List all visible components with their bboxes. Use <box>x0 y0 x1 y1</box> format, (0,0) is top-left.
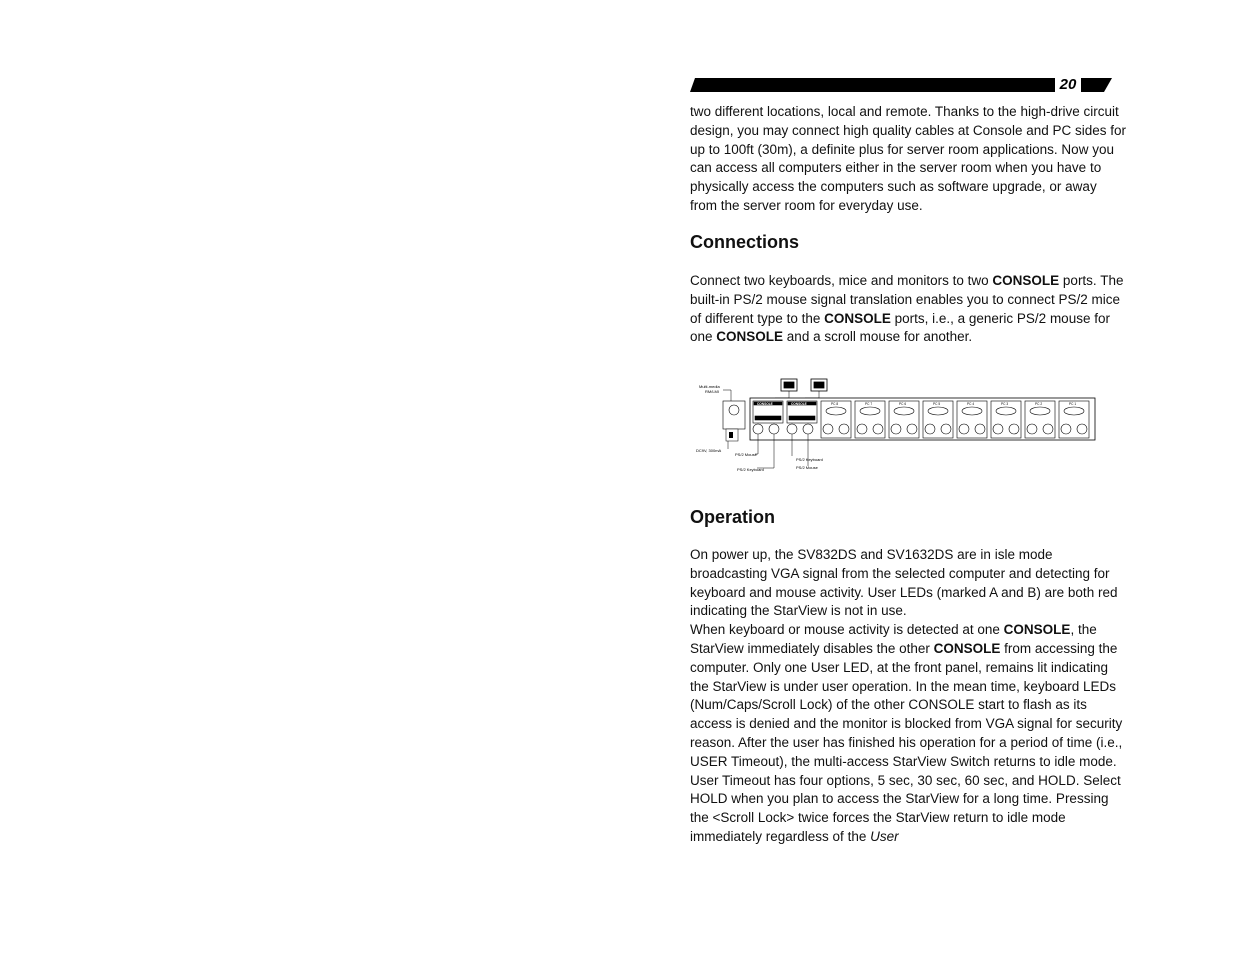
connections-heading: Connections <box>690 232 800 252</box>
operation-heading: Operation <box>690 507 776 527</box>
label-rm: RM/LMI <box>705 389 719 394</box>
label-pc-port: PC 3 <box>1001 402 1009 406</box>
label-pc-port: PC 7 <box>865 402 873 406</box>
label-console-1: CONSOLE <box>757 402 773 406</box>
connections-paragraph: Connect two keyboards, mice and monitors to two CONSOLE ports. The built-in PS/2 mouse signal translation enables you to connect PS/2 mice of different type to the CONSOLE ports, i.e., a generic PS/2 mouse for one CONSOLE and a scroll mouse for another. <box>690 273 1124 345</box>
label-pc-port: PC 4 <box>967 402 975 406</box>
label-power: DC9V, 300mA <box>696 448 722 453</box>
label-pc-port: PC 8 <box>831 402 839 406</box>
rear-panel-diagram <box>695 376 1100 476</box>
label-ps2-keyboard-b: PS/2 Keyboard <box>796 457 823 462</box>
label-ps2-mouse-a: PS/2 Mouse <box>735 452 757 457</box>
label-console-2: CONSOLE <box>791 402 807 406</box>
monitor-icon <box>781 379 827 391</box>
page-header-bar <box>690 77 1112 93</box>
operation-paragraph-2: When keyboard or mouse activity is detected at one CONSOLE, the StarView immediately disables the other CONSOLE from accessing the computer. Only one User LED, at the front panel, remains lit indicating the StarView is under user operation. In the mean time, keyboard LEDs (Num/Caps/Scroll Lock) of the other CONSOLE start to flash as its access is denied and the monitor is blocked from VGA signal for security reason. After the user has finished his operation for a period of time (i.e., USER Timeout), the multi-access StarView Switch returns to idle mode. User Timeout has four options, 5 sec, 30 sec, 60 sec, and HOLD. Select HOLD when you plan to access the StarView for a long time. Pressing the <Scroll Lock> twice forces the StarView return to idle mode immediately regardless of the User <box>690 622 1123 844</box>
operation-body <box>690 546 1126 847</box>
label-pc-port: PC 2 <box>1035 402 1043 406</box>
label-pc-port: PC 1 <box>1069 402 1077 406</box>
page-number: 20 <box>1055 75 1081 94</box>
label-pc-port: PC 5 <box>933 402 941 406</box>
operation-paragraph-1: On power up, the SV832DS and SV1632DS are in isle mode broadcasting VGA signal from the selected computer and detecting for keyboard and mouse activity. User LEDs (marked A and B) are both red indicating the StarView is not in use. <box>690 547 1118 619</box>
label-pc-port: PC 6 <box>899 402 907 406</box>
intro-paragraph: two different locations, local and remote. Thanks to the high-drive circuit design, you may connect high quality cables at Console and PC sides for up to 100ft (30m), a definite plus for server room applications. Now you can access all computers either in the server room when you have to physically access the computers such as software upgrade, or away from the server room for everyday use. <box>690 104 1127 213</box>
label-ps2-mouse-b: PS/2 Mouse <box>796 465 818 470</box>
label-ps2-keyboard-a: PS/2 Keyboard <box>737 467 764 472</box>
label-multimedia: Multi-media <box>699 384 720 389</box>
